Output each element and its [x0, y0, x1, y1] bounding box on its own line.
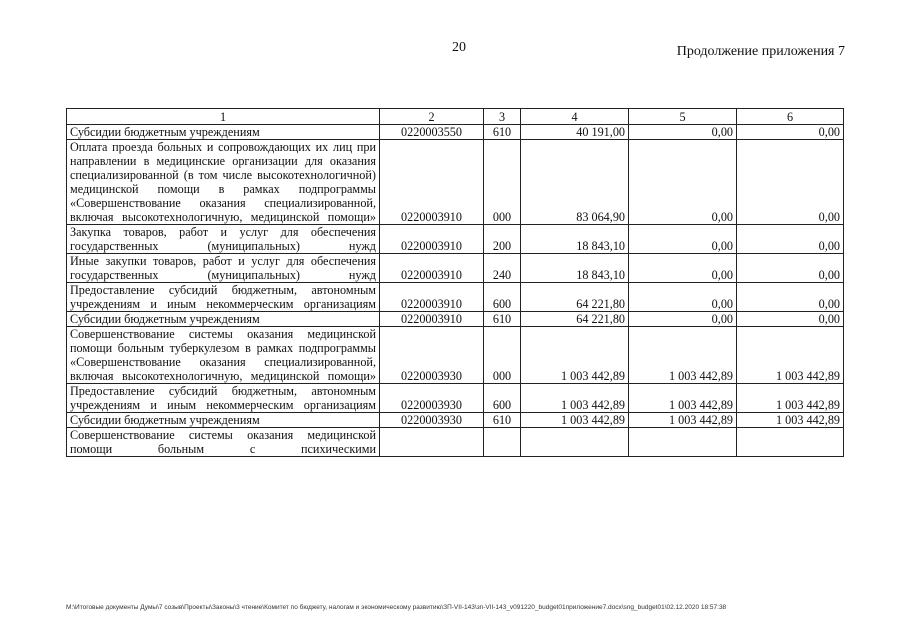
row-expense-type: 600	[484, 283, 521, 312]
row-code: 0220003550	[380, 125, 484, 140]
row-code: 0220003910	[380, 140, 484, 225]
row-value-col6: 0,00	[737, 225, 844, 254]
row-value-col6: 0,00	[737, 254, 844, 283]
row-value-col6: 1 003 442,89	[737, 413, 844, 428]
row-expense-type	[484, 428, 521, 457]
row-name: Совершенствование системы оказания медицинской помощи больным туберкулезом в рамках подпрограммы «Совершенствование оказания специализированной, включая высокотехнологичную, медицинской помощи»	[67, 327, 380, 384]
row-value-col5: 1 003 442,89	[629, 384, 737, 413]
row-expense-type: 610	[484, 413, 521, 428]
row-value-col6	[737, 428, 844, 457]
row-name: Субсидии бюджетным учреждениям	[67, 413, 380, 428]
row-expense-type: 000	[484, 327, 521, 384]
table-row	[67, 283, 844, 312]
row-code: 0220003910	[380, 283, 484, 312]
row-code: 0220003910	[380, 312, 484, 327]
row-code	[380, 428, 484, 457]
row-value-col4: 1 003 442,89	[521, 413, 629, 428]
table-row	[67, 327, 844, 384]
row-value-col4: 40 191,00	[521, 125, 629, 140]
table-row	[67, 312, 844, 327]
row-value-col6: 0,00	[737, 140, 844, 225]
row-value-col4: 18 843,10	[521, 254, 629, 283]
column-header: 4	[521, 109, 629, 125]
row-code: 0220003930	[380, 327, 484, 384]
row-value-col5: 0,00	[629, 225, 737, 254]
row-value-col4: 1 003 442,89	[521, 384, 629, 413]
column-header: 3	[484, 109, 521, 125]
row-value-col4: 64 221,80	[521, 283, 629, 312]
row-value-col4	[521, 428, 629, 457]
row-expense-type: 200	[484, 225, 521, 254]
row-name: Предоставление субсидий бюджетным, автономным учреждениям и иным некоммерческим организациям	[67, 283, 380, 312]
row-code: 0220003910	[380, 225, 484, 254]
row-name: Закупка товаров, работ и услуг для обеспечения государственных (муниципальных) нужд	[67, 225, 380, 254]
page-number: 20	[452, 40, 466, 55]
row-value-col6: 1 003 442,89	[737, 327, 844, 384]
row-code: 0220003930	[380, 384, 484, 413]
row-value-col5: 0,00	[629, 140, 737, 225]
column-header: 1	[67, 109, 380, 125]
row-code: 0220003910	[380, 254, 484, 283]
table-row	[67, 125, 844, 140]
column-header: 2	[380, 109, 484, 125]
row-value-col5: 0,00	[629, 312, 737, 327]
column-header: 5	[629, 109, 737, 125]
appendix-continuation-heading: Продолжение приложения 7	[676, 44, 845, 59]
table-row	[67, 413, 844, 428]
row-value-col5: 1 003 442,89	[629, 413, 737, 428]
row-name: Предоставление субсидий бюджетным, автономным учреждениям и иным некоммерческим организациям	[67, 384, 380, 413]
row-name: Оплата проезда больных и сопровождающих их лиц при направлении в медицинские организации для оказания специализированной (в том числе высокотехнологичной) медицинской помощи в рамках подпрограммы «Совершенствование оказания специализированной, включая высокотехнологичную, медицинской помощи»	[67, 140, 380, 225]
row-expense-type: 240	[484, 254, 521, 283]
row-expense-type: 600	[484, 384, 521, 413]
row-name: Иные закупки товаров, работ и услуг для обеспечения государственных (муниципальных) нужд	[67, 254, 380, 283]
column-header: 6	[737, 109, 844, 125]
table-row	[67, 428, 844, 457]
table-row	[67, 384, 844, 413]
row-value-col5: 0,00	[629, 283, 737, 312]
row-expense-type: 610	[484, 125, 521, 140]
row-value-col4: 1 003 442,89	[521, 327, 629, 384]
row-value-col6: 0,00	[737, 312, 844, 327]
row-value-col5: 0,00	[629, 254, 737, 283]
row-value-col5	[629, 428, 737, 457]
file-path-footer: M:\Итоговые документы Думы\7 созыв\Проекты\Законы\3 чтение\Комитет по бюджету, налогам и экономическому развитию\ЗП-VII-143\зп-VII-143_v091220_budget01приложение7.docx\sng_budget01\02.12.2020 18:57:38	[66, 604, 727, 611]
table-row	[67, 140, 844, 225]
table-row	[67, 225, 844, 254]
table-header-row	[67, 109, 844, 125]
budget-table	[66, 108, 844, 457]
row-name: Совершенствование системы оказания медицинской помощи больным с психическими	[67, 428, 380, 457]
row-value-col4: 18 843,10	[521, 225, 629, 254]
row-name: Субсидии бюджетным учреждениям	[67, 125, 380, 140]
row-expense-type: 610	[484, 312, 521, 327]
row-name: Субсидии бюджетным учреждениям	[67, 312, 380, 327]
row-value-col6: 1 003 442,89	[737, 384, 844, 413]
row-value-col4: 83 064,90	[521, 140, 629, 225]
row-expense-type: 000	[484, 140, 521, 225]
row-value-col6: 0,00	[737, 125, 844, 140]
row-value-col5: 0,00	[629, 125, 737, 140]
row-value-col6: 0,00	[737, 283, 844, 312]
row-value-col4: 64 221,80	[521, 312, 629, 327]
row-code: 0220003930	[380, 413, 484, 428]
table-row	[67, 254, 844, 283]
row-value-col5: 1 003 442,89	[629, 327, 737, 384]
